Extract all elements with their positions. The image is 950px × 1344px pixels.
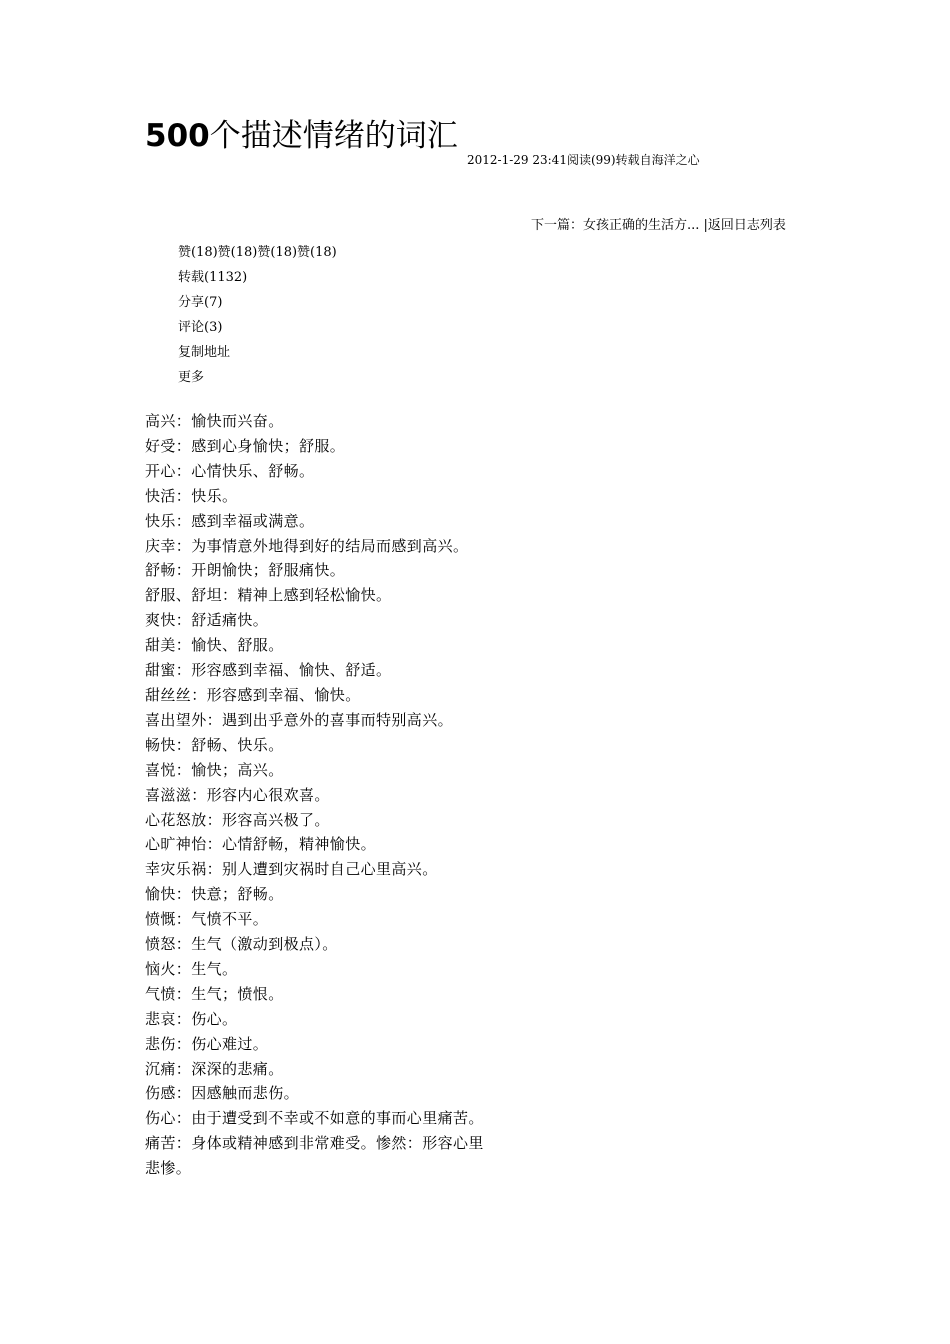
list-item: 开心：心情快乐、舒畅。	[145, 461, 315, 480]
list-item: 甜美：愉快、舒服。	[145, 636, 284, 655]
list-item: 喜悦：愉快；高兴。	[145, 760, 284, 779]
copy-address-button[interactable]: 复制地址	[178, 345, 231, 360]
post-navigation	[531, 217, 786, 235]
list-item: 伤心：由于遭受到不幸或不如意的事而心里痛苦。	[145, 1109, 484, 1128]
list-item: 恼火：生气。	[145, 959, 238, 978]
more-button[interactable]: 更多	[178, 370, 205, 385]
title-number: 500	[145, 118, 210, 154]
list-item: 愉快：快意；舒畅。	[145, 885, 284, 904]
like-button[interactable]: 赞(18)赞(18)赞(18)赞(18)	[178, 245, 337, 260]
list-item: 快乐：感到幸福或满意。	[145, 511, 315, 530]
list-item: 甜蜜：形容感到幸福、愉快、舒适。	[145, 661, 392, 680]
list-item: 悲哀：伤心。	[145, 1009, 238, 1028]
list-item: 痛苦：身体或精神感到非常难受。惨然：形容心里悲惨。	[145, 1134, 484, 1178]
nav-separator: |	[703, 218, 708, 233]
list-item: 畅快：舒畅、快乐。	[145, 735, 284, 754]
emotion-word-list	[145, 409, 490, 1181]
list-item: 喜滋滋：形容内心很欢喜。	[145, 785, 330, 804]
share-button[interactable]: 分享(7)	[178, 295, 223, 310]
list-item: 心旷神怡：心情舒畅，精神愉快。	[145, 835, 377, 854]
list-item: 愤怒：生气（激动到极点）。	[145, 935, 338, 954]
list-item: 甜丝丝：形容感到幸福、愉快。	[145, 685, 361, 704]
post-meta: 2012-1-29 23:41阅读(99)转载自海洋之心	[467, 153, 700, 167]
list-item: 伤感：因感触而悲伤。	[145, 1084, 300, 1103]
list-item: 幸灾乐祸：别人遭到灾祸时自己心里高兴。	[145, 860, 438, 879]
list-item: 喜出望外：遇到出乎意外的喜事而特别高兴。	[145, 710, 454, 729]
post-actions	[178, 240, 337, 390]
list-item: 高兴：愉快而兴奋。	[145, 412, 284, 430]
list-item: 庆幸：为事情意外地得到好的结局而感到高兴。	[145, 536, 469, 555]
list-item: 爽快：舒适痛快。	[145, 611, 269, 630]
list-item: 愤慨：气愤不平。	[145, 910, 269, 929]
list-item: 舒服、舒坦：精神上感到轻松愉快。	[145, 586, 392, 605]
next-post-link[interactable]: 下一篇：女孩正确的生活方...	[531, 218, 704, 233]
list-item: 心花怒放：形容高兴极了。	[145, 810, 330, 829]
list-item: 气愤：生气；愤恨。	[145, 984, 284, 1003]
list-item: 快活：快乐。	[145, 486, 238, 505]
list-item: 好受：感到心身愉快；舒服。	[145, 436, 346, 455]
repost-button[interactable]: 转载(1132)	[178, 270, 248, 285]
list-item: 悲伤：伤心难过。	[145, 1034, 269, 1053]
list-item: 舒畅：开朗愉快；舒服痛快。	[145, 561, 346, 580]
comment-button[interactable]: 评论(3)	[178, 320, 223, 335]
title-text: 个描述情绪的词汇	[209, 118, 458, 154]
page-title	[145, 114, 458, 158]
list-item: 沉痛：深深的悲痛。	[145, 1059, 284, 1078]
back-to-list-link[interactable]: 返回日志列表	[707, 218, 786, 233]
